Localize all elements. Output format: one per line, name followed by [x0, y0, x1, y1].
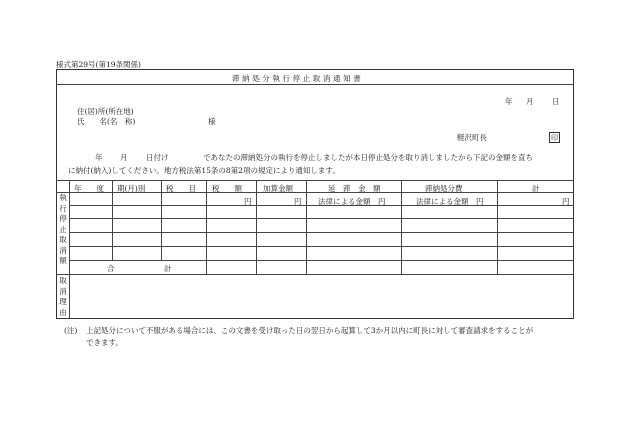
body-month: 月 [120, 153, 128, 162]
row-line [69, 246, 574, 247]
document-title: 滞納処分執行停止取消通知書 [232, 74, 364, 83]
header-month: 月 [526, 97, 534, 106]
row-line [69, 218, 574, 219]
unit-disposal-fee: 法律による金額 円 [416, 197, 484, 206]
form-number: 様式第29号(第19条関係) [56, 60, 141, 69]
note-prefix: (注) [64, 326, 78, 335]
header-total: 計 [532, 184, 540, 193]
column-divider [401, 180, 402, 274]
unit-tax-amount: 円 [244, 197, 252, 206]
body-line-2: に納付(納入)してください。地方税法第15条の8第2項の規定により通知します。 [68, 166, 340, 175]
body-day: 日付け [146, 153, 169, 162]
table-bottom-line [56, 274, 574, 275]
seal-icon: 印 [551, 134, 558, 142]
unit-additional: 円 [294, 197, 302, 206]
header-late-fee: 延 滞 金 額 [328, 184, 381, 193]
sender-title: 軽沢町長 [457, 133, 487, 142]
header-tax-item: 税 目 [166, 184, 196, 193]
column-divider [256, 180, 257, 274]
total-label-b: 計 [164, 264, 172, 273]
header-disposal-fee: 滞納処分費 [425, 184, 463, 193]
header-additional: 加算金額 [263, 184, 293, 193]
header-day: 日 [552, 97, 560, 106]
reason-label: 取 消 理 由 [59, 276, 67, 317]
unit-total: 円 [562, 197, 570, 206]
title-divider [56, 84, 574, 85]
header-fiscal-year: 年 度 [74, 184, 104, 193]
row-line [69, 260, 574, 261]
note-line-2: できます。 [86, 338, 123, 347]
column-divider [161, 180, 162, 260]
column-divider [497, 180, 498, 274]
body-line-1: であなたの滞納処分の執行を停止しましたが本日停止処分を取り消しましたから下記の金額を直ち [203, 153, 533, 162]
header-year: 年 [505, 97, 513, 106]
total-label-a: 合 [107, 264, 115, 273]
row-line [69, 232, 574, 233]
header-tax-amount: 税 額 [212, 184, 242, 193]
side-label-divider [69, 180, 70, 319]
name-label: 氏 名(名 称) [77, 117, 136, 126]
side-label: 執 行 停 止 取 消 額 [59, 193, 67, 265]
unit-late-fee: 法律による金額 円 [318, 197, 386, 206]
column-divider [306, 180, 307, 274]
body-year: 年 [95, 153, 103, 162]
address-label: 住(居)所(所在地) [77, 107, 134, 116]
column-divider [112, 180, 113, 260]
honorific: 様 [208, 117, 216, 126]
column-divider [206, 180, 207, 274]
note-line-1: 上記処分について不服がある場合には、この文書を受け取った日の翌日から起算して3か月以内に町長に対して審査請求をすることが [86, 326, 534, 335]
header-period: 期(月)別 [117, 184, 146, 193]
